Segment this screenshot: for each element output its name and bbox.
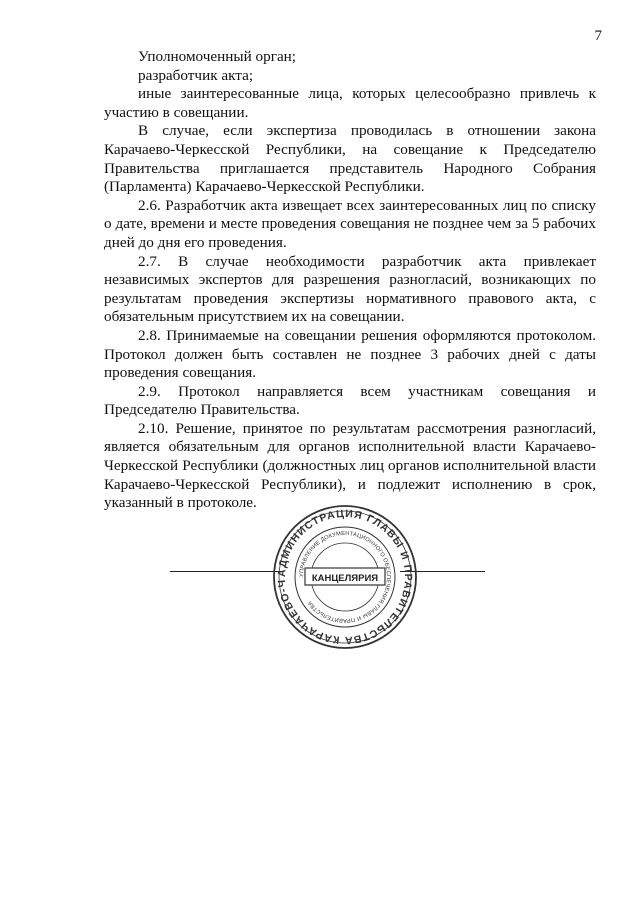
signature-line-left <box>170 571 283 572</box>
paragraph-2-6: 2.6. Разработчик акта извещает всех заинтересованных лиц по списку о дате, времени и месте проведения совещания не позднее чем за 5 рабочих дней до дня его проведения. <box>104 196 596 251</box>
seal-outer-text-path: АДМИНИСТРАЦИЯ ГЛАВЫ И ПРАВИТЕЛЬСТВА КАРАЧАЕВО-Ч <box>275 507 415 647</box>
document-body <box>104 48 596 513</box>
seal-inner-text-path: УПРАВЛЕНИЕ ДОКУМЕНТАЦИОННОГО ОБЕСПЕЧЕНИЯ ГЛАВЫ И ПРАВИТЕЛЬСТВА <box>298 530 392 624</box>
paragraph-2-8: 2.8. Принимаемые на совещании решения оформляются протоколом. Протокол должен быть составлен не позднее 3 рабочих дней с даты проведения совещания. <box>104 326 596 382</box>
page-number: 7 <box>594 28 602 44</box>
paragraph-law-expertise: В случае, если экспертиза проводилась в отношении закона Карачаево-Черкесской Республики, на совещание к Председателю Правительства приглашается представитель Народного Собрания (Парламента) Карачаево-Черкесской Республики. <box>104 122 596 196</box>
official-seal <box>270 502 420 652</box>
paragraph-2-9: 2.9. Протокол направляется всем участникам совещания и Председателю Правительства. <box>104 382 596 419</box>
seal-graphic <box>270 502 420 652</box>
paragraph-2-10: 2.10. Решение, принятое по результатам рассмотрения разногласий, является обязательным для органов исполнительной власти Карачаево-Черкесской Республики (должностных лиц органов исполнительной власти Карачаево-Черкесской Республики), и подлежит исполнению в срок, указанный в протоколе. <box>104 419 596 512</box>
paragraph-interested-parties: иные заинтересованные лица, которых целесообразно привлечь к участию в совещании. <box>104 85 596 121</box>
paragraph-2-7: 2.7. В случае необходимости разработчик акта привлекает независимых экспертов для разрешения разногласий, возникающих по результатам проведения экспертизы нормативного правового акта, с обязательным присутствием их на совещании. <box>104 252 596 326</box>
paragraph-act-developer: разработчик акта; <box>138 66 254 84</box>
paragraph-authorized-body: Уполномоченный орган; <box>138 48 297 65</box>
seal-center-label: КАНЦЕЛЯРИЯ <box>311 573 379 584</box>
